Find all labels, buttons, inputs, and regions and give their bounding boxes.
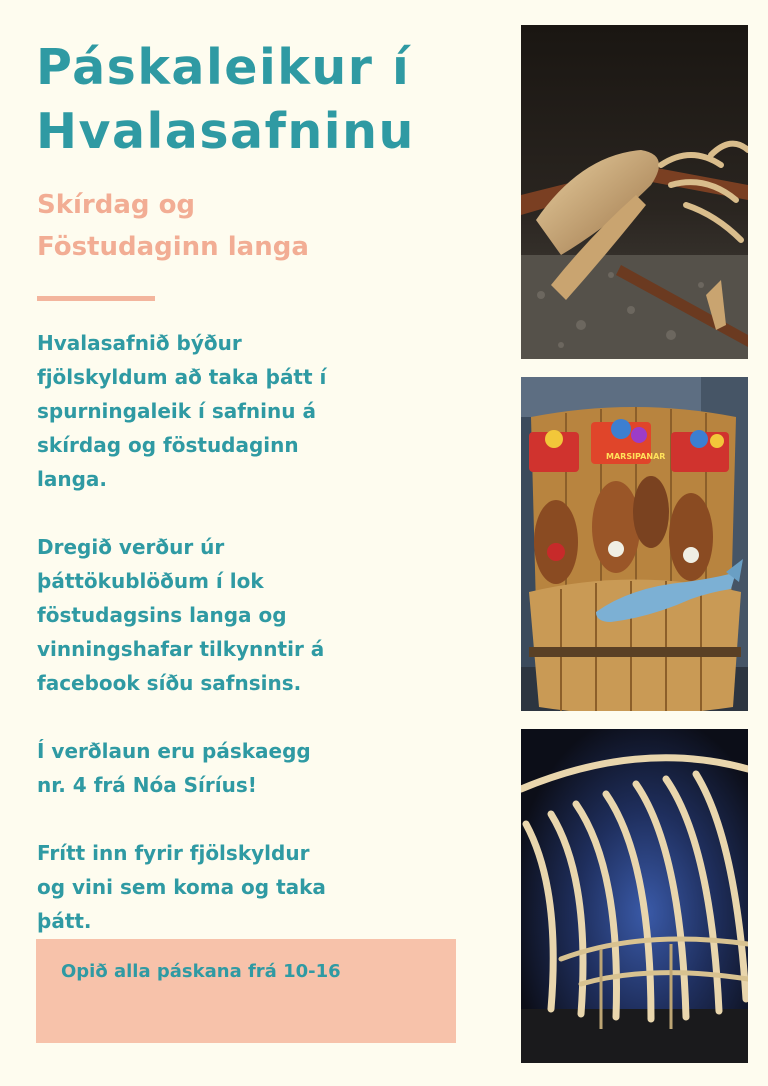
opening-hours-box	[36, 939, 456, 1043]
text-line: Dregið verður úr	[37, 535, 225, 559]
text-line: skírdag og föstudaginn	[37, 433, 299, 457]
title-line-2: Hvalasafninu	[36, 103, 415, 160]
text-line: og vini sem koma og taka	[37, 875, 326, 899]
easter-eggs-photo	[521, 377, 748, 711]
whale-ribs-photo	[521, 729, 748, 1063]
text-line: facebook síðu safnsins.	[37, 671, 302, 695]
text-line: fjölskyldum að taka þátt í	[37, 365, 327, 389]
text-line: þátt.	[37, 909, 92, 933]
subtitle	[37, 184, 309, 268]
text-line: Hvalasafnið býður	[37, 331, 242, 355]
whale-skull-photo	[521, 25, 748, 359]
text-line: spurningaleik í safninu á	[37, 399, 316, 423]
text-line: föstudagsins langa og	[37, 603, 287, 627]
divider	[37, 296, 155, 301]
marsipanar-label: MARSIPANAR	[606, 452, 666, 461]
subtitle-line-2: Föstudaginn langa	[37, 232, 309, 262]
text-line: vinningshafar tilkynntir á	[37, 637, 325, 661]
paragraph-drawing	[37, 530, 397, 700]
page-title	[36, 36, 506, 164]
text-line: þáttökublöðum í lok	[37, 569, 264, 593]
body-text	[37, 326, 397, 972]
text-line: langa.	[37, 467, 107, 491]
text-line: Frítt inn fyrir fjölskyldur	[37, 841, 310, 865]
paragraph-invitation	[37, 326, 397, 496]
title-line-1: Páskaleikur í	[36, 39, 411, 96]
paragraph-free-entry	[37, 836, 397, 938]
paragraph-prize	[37, 734, 397, 802]
opening-hours-text: Opið alla páskana frá 10-16	[61, 961, 341, 982]
text-line: Í verðlaun eru páskaegg	[37, 739, 311, 763]
text-line: nr. 4 frá Nóa Síríus!	[37, 773, 257, 797]
subtitle-line-1: Skírdag og	[37, 190, 196, 220]
